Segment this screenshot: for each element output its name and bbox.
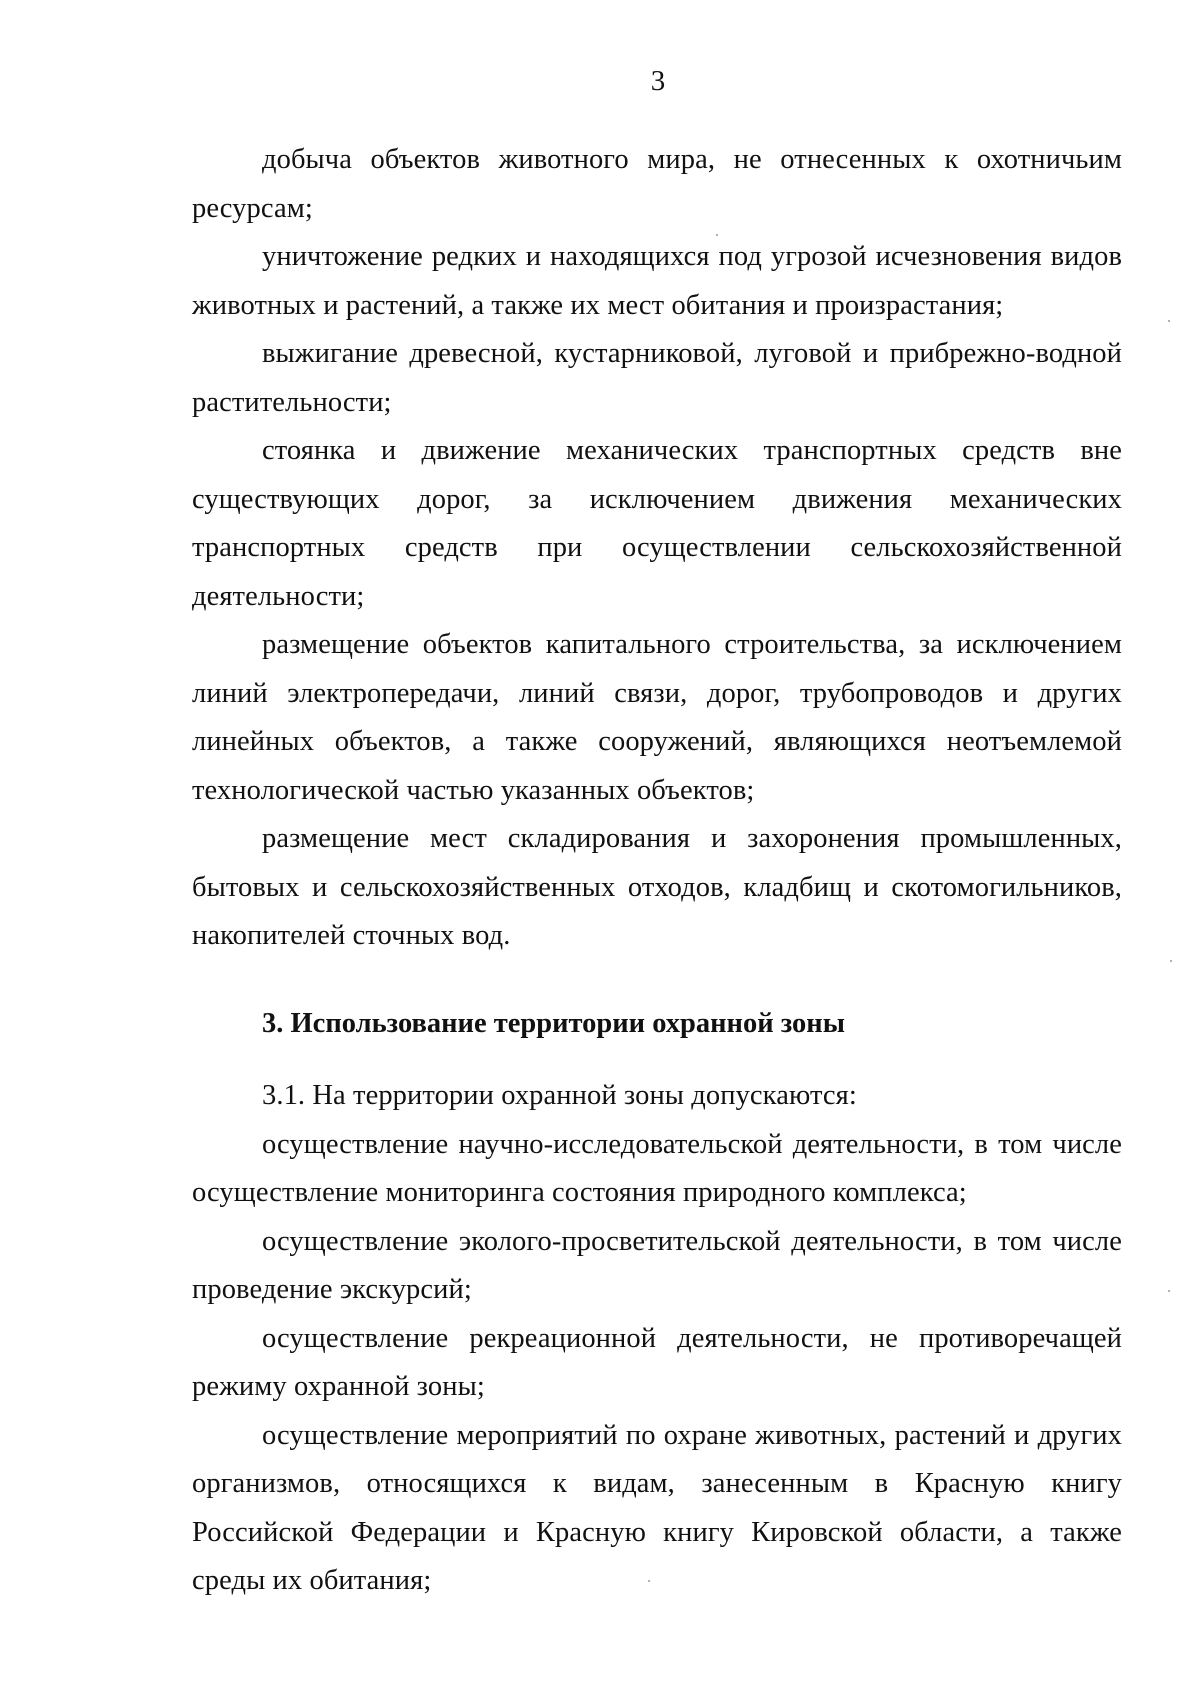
paragraph: осуществление эколого-просветительской деятельности, в том числе проведение экскурсий; — [192, 1225, 1122, 1305]
paragraph: размещение объектов капитального строительства, за исключением линий электропередачи, линий связи, дорог, трубопроводов и других линейных объектов, а также сооружений, являющихся неотъемлемой технологической частью указанных объектов; — [192, 629, 1122, 806]
paragraph: осуществление мероприятий по охране животных, растений и других организмов, относящихся к видам, занесенным в Красную книгу Российской Федерации и Красную книгу Кировской области, а также среды их обитания; — [192, 1419, 1122, 1596]
page-number: 3 — [650, 65, 666, 97]
paragraph: стоянка и движение механических транспортных средств вне существующих дорог, за исключением движения механических транспортных средств при осуществлении сельскохозяйственной деятельности; — [192, 435, 1122, 612]
paragraph: 3.1. На территории охранной зоны допускаются: — [262, 1080, 857, 1111]
document-body — [192, 136, 1122, 1606]
paragraph: осуществление научно-исследовательской деятельности, в том числе осуществление мониторинга состояния природного комплекса; — [192, 1128, 1122, 1208]
section-heading: 3. Использование территории охранной зоны — [262, 1007, 845, 1039]
scan-speck — [716, 234, 718, 236]
scan-speck — [1168, 320, 1170, 322]
scan-speck — [648, 1580, 650, 1582]
paragraph: добыча объектов животного мира, не отнесенных к охотничьим ресурсам; — [192, 144, 1122, 224]
paragraph: выжигание древесной, кустарниковой, луговой и прибрежно-водной растительности; — [192, 338, 1122, 418]
scan-speck — [1168, 1290, 1170, 1292]
paragraph: размещение мест складирования и захоронения промышленных, бытовых и сельскохозяйственных отходов, кладбищ и скотомогильников, накопителей сточных вод. — [192, 823, 1122, 951]
paragraph: уничтожение редких и находящихся под угрозой исчезновения видов животных и растений, а также их мест обитания и произрастания; — [192, 241, 1122, 321]
paragraph: осуществление рекреационной деятельности, не противоречащей режиму охранной зоны; — [192, 1322, 1122, 1402]
scan-speck — [1170, 960, 1172, 962]
